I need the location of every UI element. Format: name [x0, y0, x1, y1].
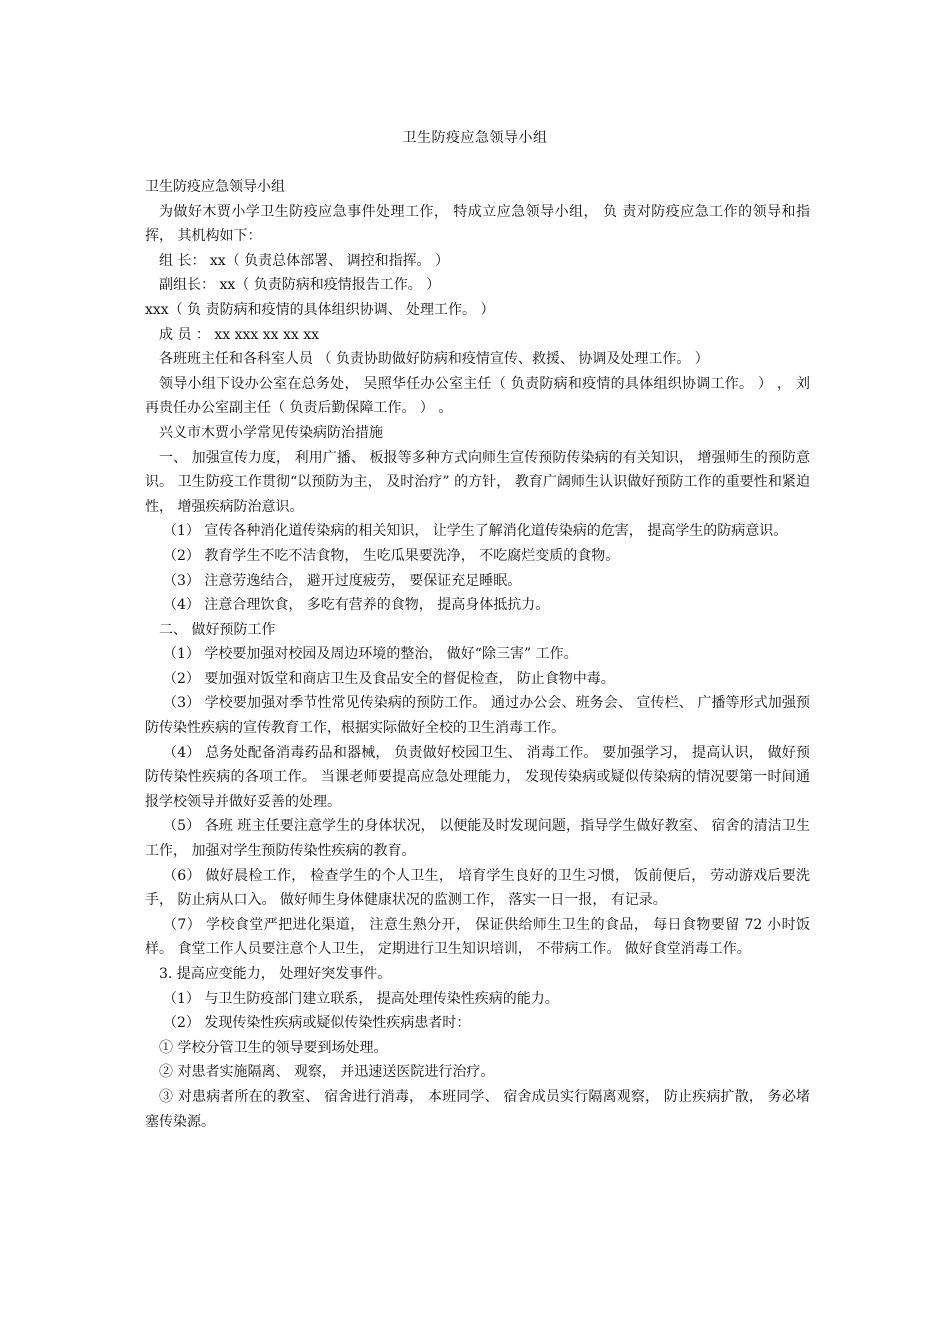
list-item: （4） 总务处配备消毒药品和器械， 负责做好校园卫生、 消毒工作。 要加强学习， 提高认识， 做好预防传染性疾病的各项工作。 当课老师要提高应急处理能力， 发现传染病或疑似传染病的情况要第一时间通报学校领导并做好妥善的处理。 — [145, 744, 810, 810]
list-item: ① 学校分管卫生的领导要到场处理。 — [159, 1039, 388, 1056]
deputy-leader-line: 副组长： xx（ 负责防病和疫情报告工作。 ） — [159, 277, 441, 294]
list-item: （3） 注意劳逸结合， 避开过度疲劳， 要保证充足睡眠。 — [163, 572, 522, 589]
members-line: 成 员 ： xx xxx xx xx xx — [159, 326, 320, 343]
list-item: （2） 教育学生不吃不洁食物， 生吃瓜果要洗净， 不吃腐烂变质的食物。 — [163, 547, 620, 564]
list-item: （3） 学校要加强对季节性常见传染病的预防工作。 通过办公会、班务会、 宣传栏、 广播等形式加强预防传染性疾病的宣传教育工作，根据实际做好全校的卫生消毒工作。 — [145, 695, 810, 737]
leader-line: 组 长： xx（ 负责总体部署、 调控和指挥。 ） — [159, 252, 450, 269]
list-item: （2） 发现传染性疾病或疑似传染性疾病患者时： — [163, 1015, 471, 1032]
coordinator-line: xxx（ 负 责防病和疫情的具体组织协调、 处理工作。 ） — [145, 301, 495, 318]
list-item: ② 对患者实施隔离、 观察， 并迅速送医院进行治疗。 — [159, 1064, 495, 1081]
publicity-paragraph: 一、 加强宣传力度， 利用广播、 板报等多种方式向师生宣传预防传染病的有关知识， 增强师生的预防意识。 卫生防疫工作贯彻“以预防为主， 及时治疗” 的方针， 教育广阔师生认识做好预防工作的重要性和紧迫性， 增强疾病防治意识。 — [145, 449, 810, 515]
list-item: ③ 对患病者所在的教室、 宿舍进行消毒， 本班同学、 宿舍成员实行隔离观察， 防止疾病扩散， 务必堵塞传染源。 — [145, 1088, 810, 1130]
response-heading: 3. 提高应变能力， 处理好突发事件。 — [159, 966, 392, 982]
document-title: 卫生防疫应急领导小组 — [402, 130, 548, 146]
list-item: （5） 各班 班主任要注意学生的身体状况， 以便能及时发现问题，指导学生做好教室、 宿舍的清洁卫生工作， 加强对学生预防传染性疾病的教育。 — [145, 818, 810, 860]
section-heading: 卫生防疫应急领导小组 — [145, 179, 285, 195]
document-body — [145, 175, 810, 1134]
measures-heading: 兴义市木贾小学常见传染病防治措施 — [159, 424, 383, 441]
list-item: （4） 注意合理饮食， 多吃有营养的食物， 提高身体抵抗力。 — [163, 597, 550, 614]
list-item: （1） 宣传各种消化道传染病的相关知识， 让学生了解消化道传染病的危害， 提高学生的防病意识。 — [163, 523, 788, 540]
list-item: （7） 学校食堂严把进化渠道， 注意生熟分开， 保证供给师生卫生的食品， 每日食物要留 72 小时饭样。 食堂工作人员要注意个人卫生， 定期进行卫生知识培训， 不带病工作。 做好食堂消毒工作。 — [145, 916, 810, 958]
list-item: （1） 与卫生防疫部门建立联系， 提高处理传染性疾病的能力。 — [163, 990, 559, 1007]
list-item: （1） 学校要加强对校园及周边环境的整治， 做好“除三害” 工作。 — [163, 646, 578, 663]
list-item: （6） 做好晨检工作， 检查学生的个人卫生， 培育学生良好的卫生习惯， 饭前便后， 劳动游戏后要洗手， 防止病从口入。 做好师生身体健康状况的监测工作， 落实一日一报， 有记录。 — [145, 867, 810, 909]
prevention-heading: 二、 做好预防工作 — [159, 621, 276, 638]
office-paragraph: 领导小组下设办公室在总务处， 吴照华任办公室主任（ 负责防病和疫情的具体组织协调工作。 ） ， 刘再贵任办公室副主任（ 负责后勤保障工作。 ） 。 — [145, 375, 810, 417]
list-item: （2） 要加强对饭堂和商店卫生及食品安全的督促检查， 防止食物中毒。 — [163, 670, 615, 687]
class-teachers-line: 各班班主任和各科室人员 （ 负责协助做好防病和疫情宣传、救援、 协调及处理工作。 ） — [159, 351, 709, 368]
intro-paragraph: 为做好木贾小学卫生防疫应急事件处理工作， 特成立应急领导小组， 负 责对防疫应急工作的领导和指挥， 其机构如下： — [145, 203, 810, 245]
